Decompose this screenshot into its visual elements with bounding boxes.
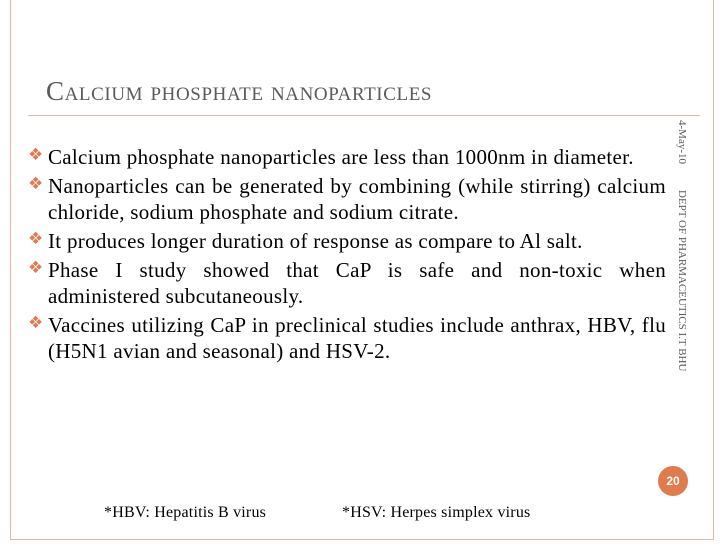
bullet-text: Nanoparticles can be generated by combining (while stirring) calcium chloride, sodium phosphate and sodium citrate. (48, 174, 666, 224)
bullet-text: Phase I study showed that CaP is safe and non-toxic when administered subcutaneously. (48, 258, 666, 308)
footnote-hbv: *HBV: Hepatitis B virus (104, 504, 267, 521)
bullet-list (28, 144, 666, 367)
footnote-hsv: *HSV: Herpes simplex virus (342, 504, 531, 521)
hollow-diamond-bullet-icon: ❖ (28, 229, 44, 249)
department-label: DEPT OF PHARMACEUTICS I.T BHU (676, 190, 688, 372)
bullet-text: Vaccines utilizing CaP in preclinical studies include anthrax, HBV, flu (H5N1 avian and seasonal) and HSV-2. (48, 313, 666, 363)
hollow-diamond-bullet-icon: ❖ (28, 145, 44, 165)
hollow-diamond-bullet-icon: ❖ (28, 313, 44, 333)
slide-title: Calcium phosphate nanoparticles (46, 76, 433, 106)
bullet-text: It produces longer duration of response as compare to Al salt. (48, 229, 583, 253)
bullet-item (28, 312, 666, 364)
bullet-item (28, 173, 666, 225)
side-caption (671, 120, 695, 440)
bullet-item (28, 228, 666, 254)
bullet-item (28, 144, 666, 170)
page-number-badge: 20 (658, 466, 688, 496)
bullet-item (28, 257, 666, 309)
slide-date: 4-May-10 (676, 120, 688, 164)
hollow-diamond-bullet-icon: ❖ (28, 174, 44, 194)
bullet-text: Calcium phosphate nanoparticles are less than 1000nm in diameter. (48, 145, 634, 169)
title-divider (28, 115, 700, 116)
hollow-diamond-bullet-icon: ❖ (28, 258, 44, 278)
